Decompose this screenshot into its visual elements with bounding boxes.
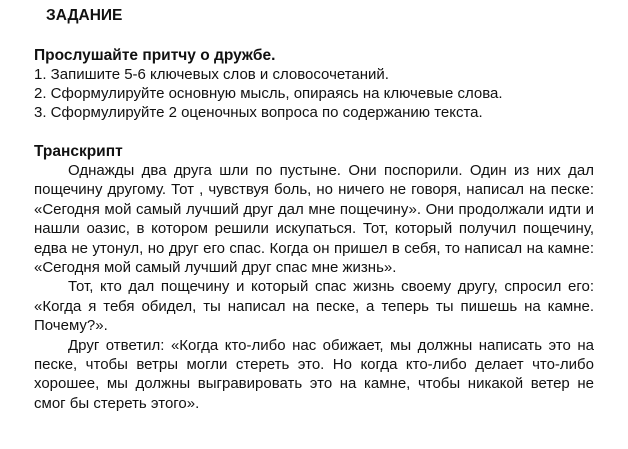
- task-title: Прослушайте притчу о дружбе.: [34, 47, 276, 64]
- task-list: [34, 65, 594, 122]
- task-item-1: 1. Запишите 5-6 ключевых слов и словосочетаний.: [34, 66, 389, 83]
- assignment-heading: ЗАДАНИЕ: [46, 7, 123, 24]
- transcript-paragraph-3: Друг ответил: «Когда кто-либо нас обижает, мы должны написать это на песке, чтобы ветры могли стереть это. Но когда кто-либо делает что-либо хорошее, мы должны выгравировать это на камне, чтобы никакой ветер не смог бы стереть этого».: [34, 336, 594, 412]
- task-section: [34, 46, 594, 122]
- transcript-section: [34, 142, 594, 413]
- transcript-paragraph-2: Тот, кто дал пощечину и который спас жизнь своему другу, спросил его: «Когда я тебя обидел, ты написал на песке, а теперь ты пишешь на камне. Почему?».: [34, 278, 594, 335]
- task-item-3: 3. Сформулируйте 2 оценочных вопроса по содержанию текста.: [34, 104, 483, 121]
- transcript-paragraph-1: Однажды два друга шли по пустыне. Они поспорили. Один из них дал пощечину другому. Тот , чувствуя боль, но ничего не говоря, написал на песке: «Сегодня мой самый лучший друг дал мне пощечину». Они продолжали идти и нашли оазис, в котором решили искупаться. Тот, который получил пощечину, едва не утонул, но друг его спас. Когда он пришел в себя, то написал на камне: «Сегодня мой самый лучший друг спас мне жизнь».: [34, 162, 594, 277]
- task-item-2: 2. Сформулируйте основную мысль, опираясь на ключевые слова.: [34, 85, 503, 102]
- transcript-title: Транскрипт: [34, 143, 123, 160]
